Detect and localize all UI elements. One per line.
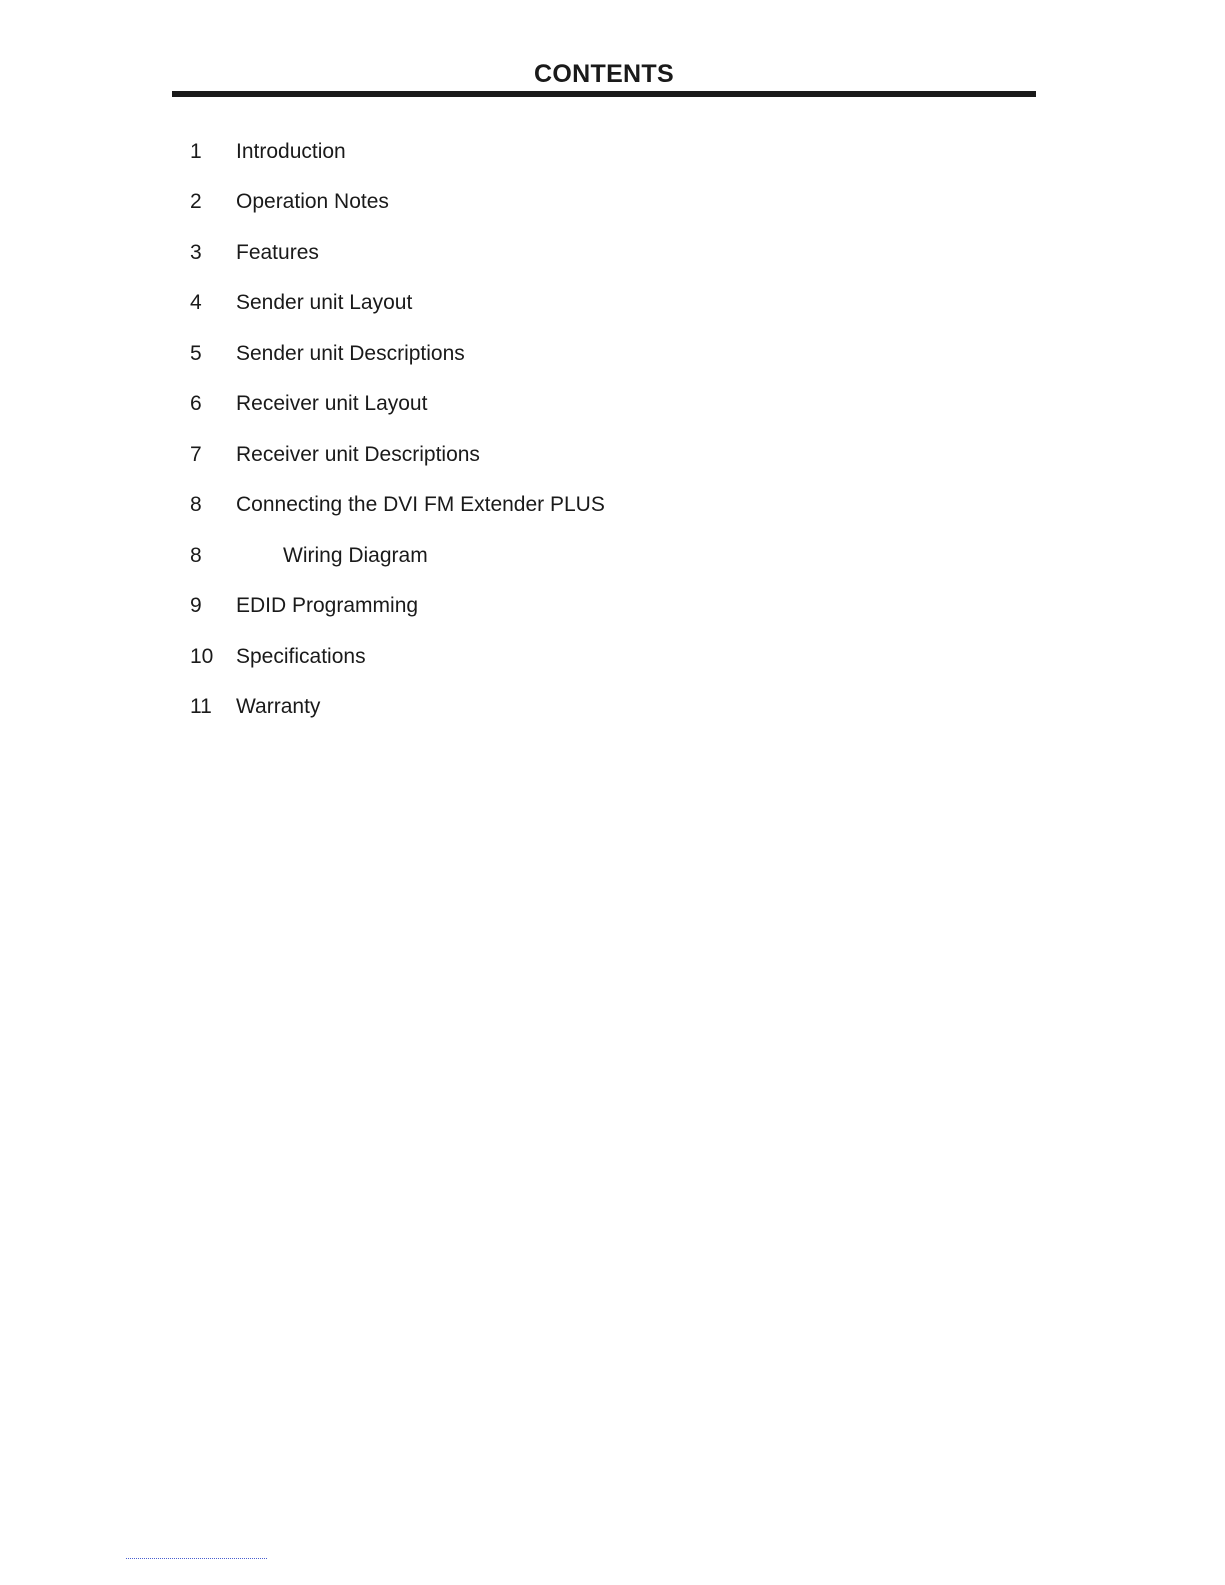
toc-page-number: 4	[190, 291, 202, 314]
toc-entry-label: Sender unit Descriptions	[236, 342, 465, 365]
page-title: CONTENTS	[534, 60, 674, 88]
toc-entry[interactable]	[0, 288, 900, 318]
toc-entry-label: EDID Programming	[236, 594, 419, 617]
toc-entry[interactable]	[0, 490, 900, 520]
toc-page-number: 6	[190, 392, 202, 415]
toc-entry-label: Connecting the DVI FM Extender PLUS	[236, 493, 605, 516]
toc-entry[interactable]	[0, 389, 900, 419]
toc-entry[interactable]	[0, 642, 900, 672]
toc-entry-label: Specifications	[236, 645, 366, 668]
toc-page-number: 2	[190, 190, 202, 213]
toc-entry[interactable]	[0, 440, 900, 470]
toc-entry[interactable]	[0, 137, 900, 167]
toc-entry-label: Receiver unit Descriptions	[236, 443, 480, 466]
footnote-rule	[126, 1558, 267, 1559]
toc-page-number: 7	[190, 443, 202, 466]
toc-entry-label: Operation Notes	[236, 190, 389, 213]
toc-entry[interactable]	[0, 339, 900, 369]
toc-entry-label: Sender unit Layout	[236, 291, 413, 314]
toc-page-number: 10	[190, 645, 214, 668]
toc-entry-label: Receiver unit Layout	[236, 392, 428, 415]
toc-page-number: 5	[190, 342, 202, 365]
toc-page-number: 8	[190, 493, 202, 516]
toc-page-number: 3	[190, 241, 202, 264]
toc-entry-label: Introduction	[236, 140, 346, 163]
toc-page-number: 11	[190, 695, 212, 718]
toc-entry[interactable]	[0, 238, 900, 268]
toc-entry[interactable]	[0, 187, 900, 217]
toc-entry-label: Wiring Diagram	[283, 544, 428, 567]
toc-page-number: 1	[190, 140, 202, 163]
toc-entry-label: Features	[236, 241, 319, 264]
toc-entry-label: Warranty	[236, 695, 321, 718]
toc-page-number: 9	[190, 594, 202, 617]
toc-entry[interactable]	[0, 591, 900, 621]
toc-subentry[interactable]	[0, 541, 900, 571]
toc-page-number: 8	[190, 544, 202, 567]
toc-entry[interactable]	[0, 692, 900, 722]
